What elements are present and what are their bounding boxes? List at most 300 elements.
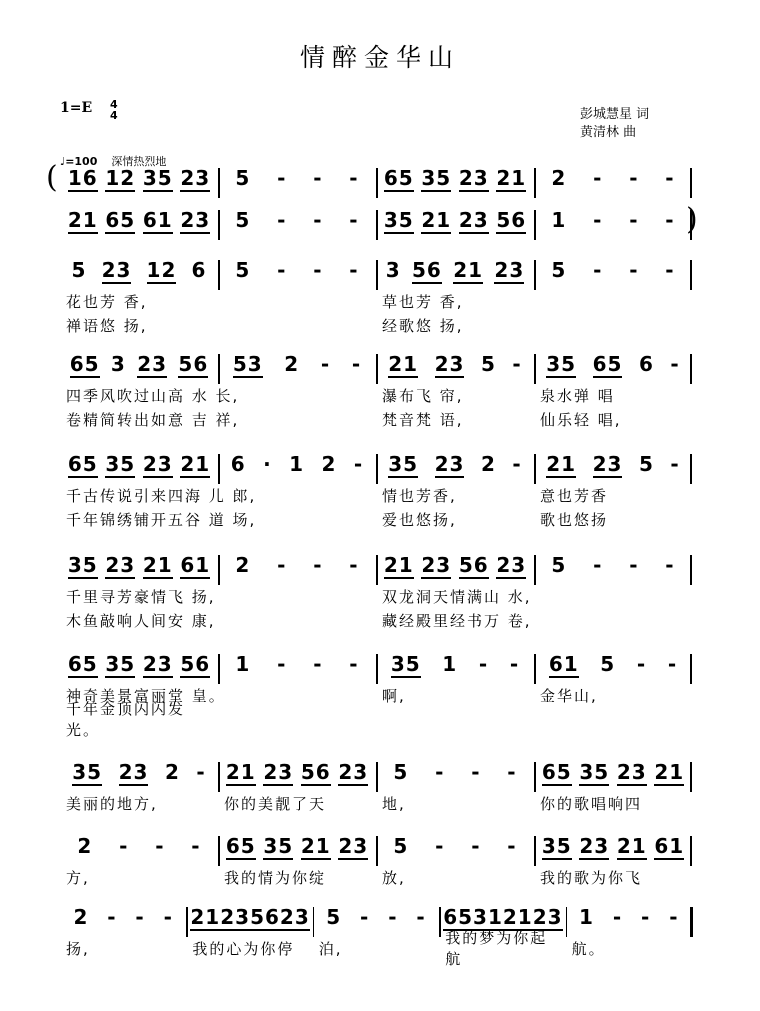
barline xyxy=(534,354,536,384)
measure xyxy=(222,553,372,585)
lyric-text: 泊, xyxy=(318,939,343,958)
measure xyxy=(538,834,688,866)
note: 65 xyxy=(541,760,572,784)
note: 65 xyxy=(592,352,623,376)
key-signature: 1=E xyxy=(60,100,93,116)
note: 65 xyxy=(225,834,256,858)
barline xyxy=(218,454,220,484)
lyric-line xyxy=(60,508,692,530)
dash-note: - xyxy=(471,834,481,858)
barline xyxy=(218,210,220,240)
barline xyxy=(690,836,692,866)
lyric-line xyxy=(60,585,692,607)
barline xyxy=(376,555,378,585)
lyric-text: 我的情为你绽 xyxy=(224,868,327,887)
lyric-line xyxy=(60,408,692,430)
note: 23 xyxy=(137,352,168,376)
measure xyxy=(538,760,688,792)
measure xyxy=(380,834,530,866)
dash-note: - xyxy=(636,652,647,676)
note: 35 xyxy=(390,652,421,676)
dash-note: - xyxy=(665,208,675,232)
repeat-open-paren: ( xyxy=(46,160,58,195)
lyric-text: 情也芳香, xyxy=(382,486,457,505)
note: 5 xyxy=(235,208,251,232)
barline xyxy=(534,555,536,585)
note: 21 xyxy=(190,905,221,929)
measure xyxy=(64,905,182,937)
note: 5 xyxy=(326,905,342,929)
barline xyxy=(376,836,378,866)
note: 35 xyxy=(67,553,98,577)
lyric-text: 地, xyxy=(382,794,406,813)
lyric-text: 四季风吹过山高 水 长, xyxy=(66,386,240,405)
note: 2 xyxy=(321,452,337,476)
note: 35 xyxy=(263,834,294,858)
lyric-line xyxy=(60,314,692,336)
note: 1 xyxy=(235,652,251,676)
note: 56 xyxy=(411,258,442,282)
lyric-text: 金华山, xyxy=(540,686,598,705)
note: 23 xyxy=(434,352,465,376)
note: 23 xyxy=(101,258,132,282)
note: 56 xyxy=(458,553,489,577)
note: 23 xyxy=(458,166,489,190)
note: 35 xyxy=(541,834,572,858)
dash-note: - xyxy=(593,208,603,232)
dash-note: - xyxy=(313,258,323,282)
note: 23 xyxy=(532,905,563,929)
barline xyxy=(376,260,378,290)
lyric-text: 花也芳 香, xyxy=(66,292,148,311)
note: 21 xyxy=(496,166,527,190)
dash-note: - xyxy=(313,208,323,232)
barline xyxy=(376,354,378,384)
dash-note: - xyxy=(277,208,287,232)
note: 5 xyxy=(393,834,409,858)
barline xyxy=(313,907,315,937)
measure xyxy=(222,452,372,484)
dash-note: - xyxy=(507,834,517,858)
note: 35 xyxy=(546,352,577,376)
dash-note: - xyxy=(349,166,359,190)
note: 5 xyxy=(551,258,567,282)
lyric-text: 千古传说引来四海 儿 郎, xyxy=(66,486,257,505)
note: 1 xyxy=(289,452,305,476)
note: 2 xyxy=(73,905,89,929)
note: 61 xyxy=(654,834,685,858)
barline xyxy=(218,168,220,198)
note: 65 xyxy=(383,166,414,190)
dash-note: - xyxy=(665,258,675,282)
lyric-text: 双龙洞天情满山 水, xyxy=(382,587,532,606)
lyric-text: 千年锦绣铺开五谷 道 场, xyxy=(66,510,257,529)
note: 3 xyxy=(385,258,401,282)
dash-note: - xyxy=(135,905,145,929)
note: 65 xyxy=(67,452,98,476)
dash-note: - xyxy=(629,553,639,577)
barline xyxy=(218,654,220,684)
measure xyxy=(380,452,530,484)
barline xyxy=(534,762,536,792)
barline xyxy=(534,454,536,484)
dash-note: - xyxy=(629,208,639,232)
dash-note: - xyxy=(593,258,603,282)
note: 21 xyxy=(616,834,647,858)
measure xyxy=(222,258,372,290)
barline xyxy=(218,555,220,585)
dash-note: - xyxy=(507,760,517,784)
note: 3 xyxy=(110,352,126,376)
note: 5 xyxy=(551,553,567,577)
dash-note: - xyxy=(277,166,287,190)
measure xyxy=(380,208,530,240)
dash-note: - xyxy=(416,905,426,929)
note: 21 xyxy=(225,760,256,784)
measure xyxy=(538,652,688,684)
dash-note: - xyxy=(388,905,398,929)
barline xyxy=(439,907,441,937)
note: 61 xyxy=(548,652,579,676)
dash-note: - xyxy=(435,760,445,784)
measure xyxy=(222,652,372,684)
dash-note: - xyxy=(509,652,520,676)
note: 35 xyxy=(388,452,419,476)
note: 2 xyxy=(164,760,180,784)
lyric-text: 木鱼敲响人间安 康, xyxy=(66,611,216,630)
note: 35 xyxy=(105,452,136,476)
lyric-text: 你的美靓了天 xyxy=(224,794,327,813)
note: 23 xyxy=(338,834,369,858)
barline xyxy=(534,654,536,684)
note: 21 xyxy=(654,760,685,784)
note: 23 xyxy=(279,905,310,929)
note: 56 xyxy=(496,208,527,232)
note: 23 xyxy=(494,258,525,282)
measure xyxy=(317,905,435,937)
note: 35 xyxy=(105,652,136,676)
note: 23 xyxy=(118,760,149,784)
barline xyxy=(376,454,378,484)
measure xyxy=(64,834,214,866)
lyric-text: 意也芳香 xyxy=(540,486,609,505)
note: 21 xyxy=(502,905,533,929)
dash-note: - xyxy=(349,553,359,577)
barline xyxy=(218,762,220,792)
barline xyxy=(186,907,188,937)
note: 2 xyxy=(77,834,93,858)
barline xyxy=(218,836,220,866)
barline xyxy=(690,907,693,937)
barline xyxy=(534,260,536,290)
lyric-text: 仙乐轻 唱, xyxy=(540,410,622,429)
dash-note: - xyxy=(665,553,675,577)
barline xyxy=(690,168,692,198)
measure xyxy=(222,352,372,384)
lyric-text: 草也芳 香, xyxy=(382,292,464,311)
barline xyxy=(218,260,220,290)
measure xyxy=(64,258,214,290)
dash-note: - xyxy=(512,452,522,476)
note: 5 xyxy=(393,760,409,784)
note: 56 xyxy=(178,352,209,376)
note: 21 xyxy=(388,352,419,376)
dash-note: - xyxy=(670,452,680,476)
note: 5 xyxy=(638,452,654,476)
lyric-text: 扬, xyxy=(66,939,90,958)
note: 23 xyxy=(616,760,647,784)
note: 23 xyxy=(496,553,527,577)
lyric-text: 我的心为你停 xyxy=(192,939,295,958)
note: 23 xyxy=(180,208,211,232)
dash-note: - xyxy=(277,553,287,577)
note: 23 xyxy=(338,760,369,784)
note: 23 xyxy=(142,652,173,676)
note: 23 xyxy=(180,166,211,190)
dash-note: - xyxy=(629,258,639,282)
measure xyxy=(64,452,214,484)
note: 61 xyxy=(142,208,173,232)
note: 35 xyxy=(579,760,610,784)
note: 6 xyxy=(230,452,246,476)
composer-credit: 黄清林 曲 xyxy=(580,125,637,140)
dash-note: - xyxy=(667,652,678,676)
dash-note: - xyxy=(277,652,287,676)
note: 1 xyxy=(579,905,594,929)
barline xyxy=(534,210,536,240)
lyric-text: 禅语悠 扬, xyxy=(66,316,148,335)
lyric-line xyxy=(60,484,692,506)
dash-note: - xyxy=(478,652,489,676)
dash-note: - xyxy=(196,760,206,784)
note: 61 xyxy=(180,553,211,577)
barline xyxy=(690,555,692,585)
dash-note: - xyxy=(641,905,651,929)
note: 35 xyxy=(421,166,452,190)
measure xyxy=(538,352,688,384)
note: 23 xyxy=(105,553,136,577)
note: 2 xyxy=(284,352,300,376)
tempo-marking: ♩=100 深情热烈地 xyxy=(60,155,167,168)
note: 56 xyxy=(180,652,211,676)
barline xyxy=(690,654,692,684)
note: 1 xyxy=(442,652,458,676)
note: 53 xyxy=(232,352,263,376)
dash-note: - xyxy=(163,905,173,929)
dash-note: - xyxy=(360,905,370,929)
dash-note: - xyxy=(107,905,117,929)
note: 21 xyxy=(300,834,331,858)
note: 65 xyxy=(69,352,100,376)
measure xyxy=(380,258,530,290)
note: 6 xyxy=(191,258,207,282)
note: 65 xyxy=(67,652,98,676)
dash-note: - xyxy=(349,208,359,232)
note: 21 xyxy=(546,452,577,476)
measure xyxy=(64,208,214,240)
note: 56 xyxy=(300,760,331,784)
dash-note: - xyxy=(277,258,287,282)
dash-note: - xyxy=(313,553,323,577)
dash-note: - xyxy=(349,258,359,282)
dash-note: - xyxy=(512,352,522,376)
note: 21 xyxy=(67,208,98,232)
note: 16 xyxy=(67,166,98,190)
measure xyxy=(538,208,688,240)
lyric-text: 千里寻芳豪情飞 扬, xyxy=(66,587,216,606)
measure xyxy=(538,452,688,484)
lyric-text: 泉水弹 唱 xyxy=(540,386,615,405)
dash-note: - xyxy=(593,553,603,577)
note: 35 xyxy=(142,166,173,190)
measure xyxy=(64,553,214,585)
repeat-close-paren: ) xyxy=(686,202,698,237)
note: 1 xyxy=(551,208,567,232)
lyric-line xyxy=(60,866,692,888)
dash-note: - xyxy=(670,352,680,376)
measure xyxy=(570,905,688,937)
lyric-text: 方, xyxy=(66,868,90,887)
lyric-text: 瀑布飞 帘, xyxy=(382,386,464,405)
measure xyxy=(190,905,308,937)
note: · xyxy=(263,452,272,476)
note: 31 xyxy=(473,905,503,929)
dash-note: - xyxy=(349,652,359,676)
note: 23 xyxy=(263,760,294,784)
measure xyxy=(222,760,372,792)
lyric-text: 经歌悠 扬, xyxy=(382,316,464,335)
measure xyxy=(380,166,530,198)
dash-note: - xyxy=(351,352,362,376)
measure xyxy=(380,760,530,792)
note: 65 xyxy=(443,905,474,929)
note: 23 xyxy=(142,452,173,476)
expression-mark: 深情热烈地 xyxy=(111,155,167,168)
note: 23 xyxy=(579,834,610,858)
lyric-text: 神奇美景富丽堂 皇。 xyxy=(66,686,226,705)
note: 21 xyxy=(421,208,452,232)
dash-note: - xyxy=(665,166,675,190)
lyric-text: 你的歌唱响四 xyxy=(540,794,643,813)
note: 23 xyxy=(592,452,623,476)
measure xyxy=(538,258,688,290)
note: 2 xyxy=(480,452,496,476)
lyric-text: 千年金顶闪闪发 光。 xyxy=(66,700,186,739)
note: 23 xyxy=(220,905,251,929)
lyric-text: 爱也悠扬, xyxy=(382,510,457,529)
measure xyxy=(222,166,372,198)
dash-note: - xyxy=(471,760,481,784)
dash-note: - xyxy=(191,834,201,858)
dash-note: - xyxy=(629,166,639,190)
dash-note: - xyxy=(612,905,623,929)
lyric-line xyxy=(60,700,692,739)
barline xyxy=(566,907,568,937)
lyric-line xyxy=(60,290,692,312)
note: 12 xyxy=(146,258,177,282)
lyric-line xyxy=(60,792,692,814)
note: 65 xyxy=(105,208,136,232)
barline xyxy=(690,762,692,792)
lyric-line xyxy=(60,609,692,631)
dash-note: - xyxy=(313,652,323,676)
lyric-text: 卷精简转出如意 吉 祥, xyxy=(66,410,240,429)
barline xyxy=(376,210,378,240)
lyric-text: 啊, xyxy=(382,686,406,705)
lyric-text: 我的梦为你起航 xyxy=(445,929,548,968)
barline xyxy=(534,836,536,866)
barline xyxy=(534,168,536,198)
staff-row xyxy=(60,202,698,248)
dash-note: - xyxy=(353,452,364,476)
dash-note: - xyxy=(155,834,165,858)
dash-note: - xyxy=(435,834,445,858)
barline xyxy=(690,354,692,384)
lyric-text: 美丽的地方, xyxy=(66,794,158,813)
note: 2 xyxy=(235,553,251,577)
note: 21 xyxy=(453,258,484,282)
lyric-line xyxy=(60,929,692,968)
measure xyxy=(64,166,214,198)
note: 5 xyxy=(600,652,616,676)
note: 35 xyxy=(72,760,103,784)
note: 5 xyxy=(71,258,87,282)
barline xyxy=(376,654,378,684)
dash-note: - xyxy=(669,905,679,929)
barline xyxy=(690,260,692,290)
note: 23 xyxy=(458,208,489,232)
lyric-text: 放, xyxy=(382,868,406,887)
note: 5 xyxy=(235,166,251,190)
measure xyxy=(380,652,530,684)
measure xyxy=(64,760,214,792)
note: 2 xyxy=(551,166,567,190)
note: 21 xyxy=(383,553,414,577)
note: 5 xyxy=(480,352,496,376)
note: 23 xyxy=(421,553,452,577)
note: 35 xyxy=(383,208,414,232)
note: 6 xyxy=(638,352,654,376)
measure xyxy=(64,352,214,384)
note: 23 xyxy=(434,452,465,476)
time-signature: 4 4 xyxy=(110,98,118,122)
note: 21 xyxy=(180,452,211,476)
lyric-text: 梵音梵 语, xyxy=(382,410,464,429)
barline xyxy=(376,762,378,792)
lyric-text: 航。 xyxy=(571,939,606,958)
note: 21 xyxy=(142,553,173,577)
lyric-text: 歌也悠扬 xyxy=(540,510,609,529)
dash-note: - xyxy=(119,834,129,858)
lyric-line xyxy=(60,384,692,406)
measure xyxy=(380,553,530,585)
note: 5 xyxy=(235,258,251,282)
measure xyxy=(64,652,214,684)
lyric-text: 藏经殿里经书万 卷, xyxy=(382,611,532,630)
measure xyxy=(538,553,688,585)
measure xyxy=(222,834,372,866)
note: 56 xyxy=(250,905,280,929)
song-title: 情醉金华山 xyxy=(299,43,460,72)
barline xyxy=(690,454,692,484)
lyric-text: 我的歌为你飞 xyxy=(540,868,643,887)
dash-note: - xyxy=(320,352,331,376)
measure xyxy=(222,208,372,240)
note: 12 xyxy=(105,166,136,190)
measure xyxy=(538,166,688,198)
measure xyxy=(380,352,530,384)
dash-note: - xyxy=(313,166,323,190)
